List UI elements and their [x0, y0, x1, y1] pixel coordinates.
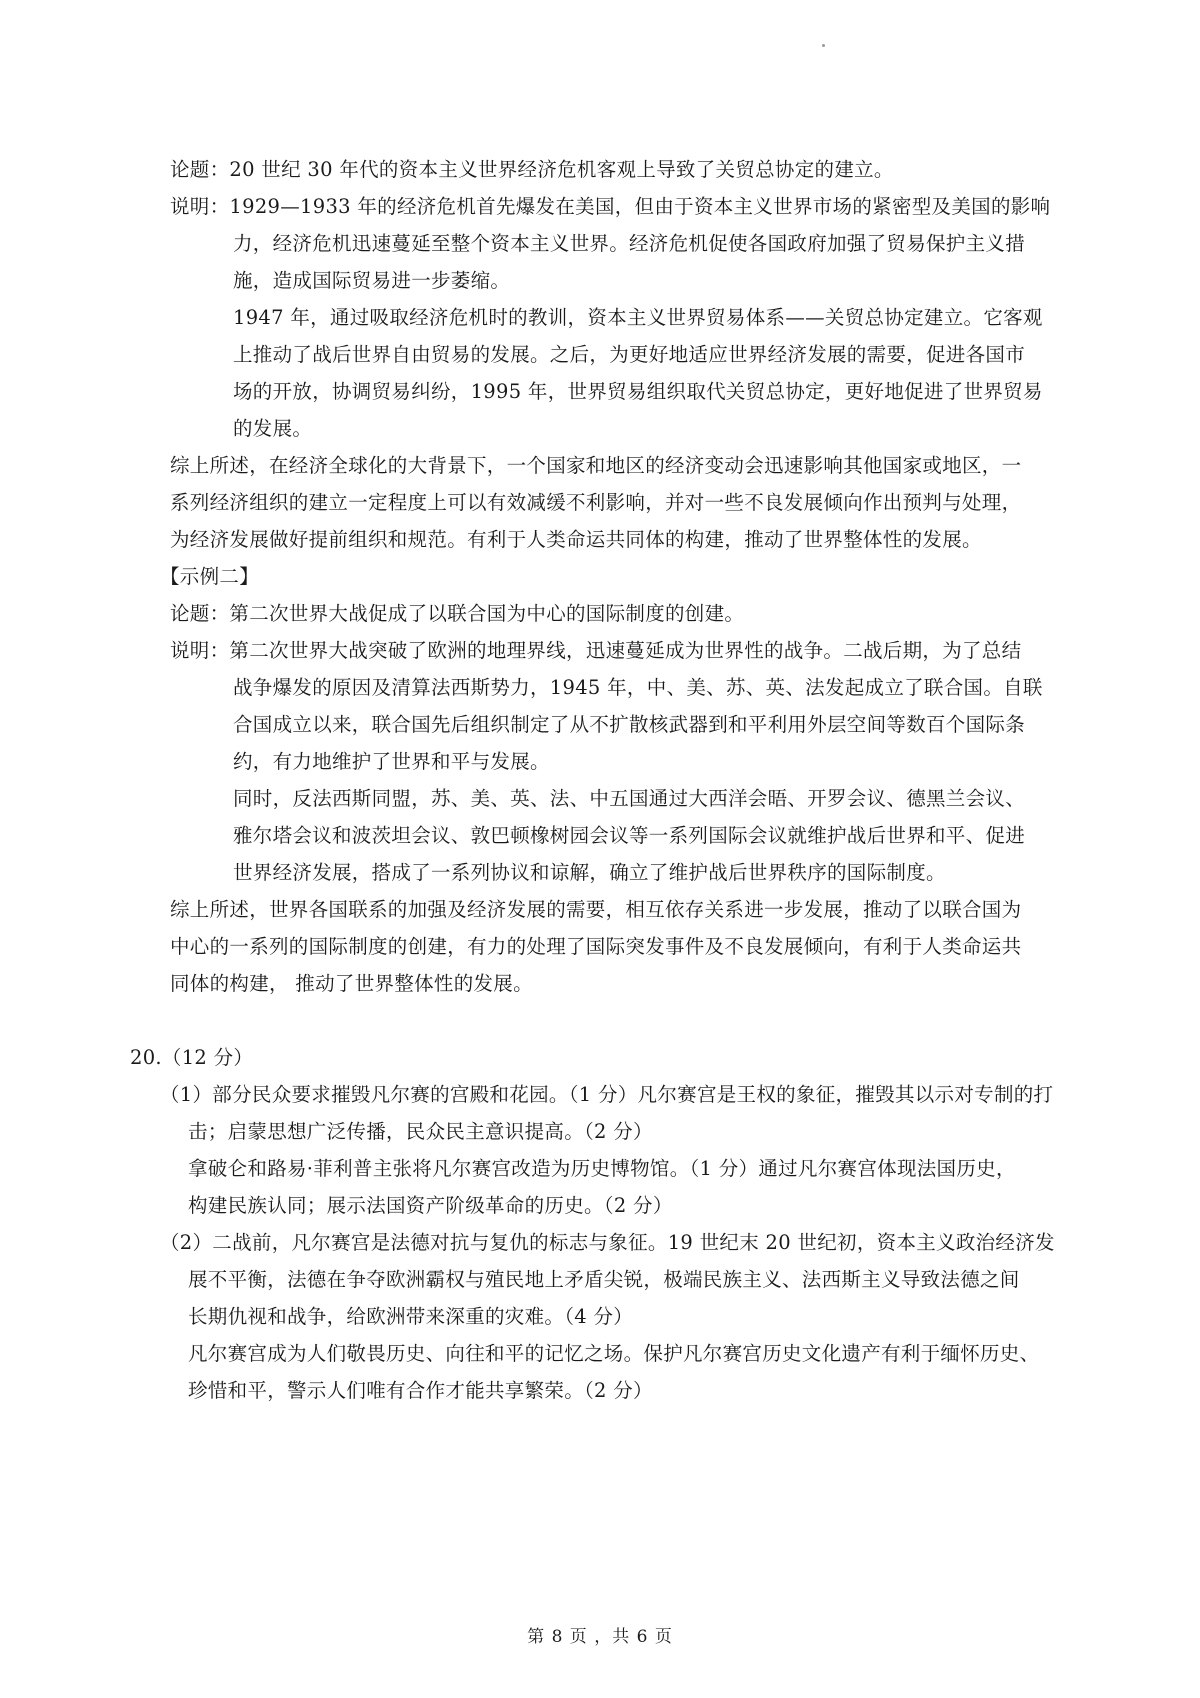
summary-2-line-3: 同体的构建， 推动了世界整体性的发展。: [170, 972, 533, 995]
thesis-1: 论题：20 世纪 30 年代的资本主义世界经济危机客观上导致了关贸总协定的建立。: [170, 158, 894, 181]
thesis-2: 论题：第二次世界大战促成了以联合国为中心的国际制度的创建。: [170, 602, 745, 625]
explanation-1-line-1: 说明：1929—1933 年的经济危机首先爆发在美国，但由于资本主义世界市场的紧密型及美国的影响: [170, 195, 1051, 218]
explanation-2-line-3: 合国成立以来，联合国先后组织制定了从不扩散核武器到和平利用外层空间等数百个国际条: [233, 713, 1026, 736]
answer-2-line-1: （2）二战前，凡尔赛宫是法德对抗与复仇的标志与象征。19 世纪末 20 世纪初，资本主义政治经济发: [160, 1231, 1055, 1254]
explanation-2-line-1: 说明：第二次世界大战突破了欧洲的地理界线，迅速蔓延成为世界性的战争。二战后期，为了总结: [170, 639, 1022, 662]
explanation-2-line-5: 同时，反法西斯同盟，苏、美、英、法、中五国通过大西洋会晤、开罗会议、德黑兰会议、: [233, 787, 1026, 810]
explanation-1-line-5: 上推动了战后世界自由贸易的发展。之后，为更好地适应世界经济发展的需要，促进各国市: [233, 343, 1026, 366]
summary-2-line-1: 综上所述，世界各国联系的加强及经济发展的需要，相互依存关系进一步发展，推动了以联合国为: [170, 898, 1022, 921]
page-footer: 第 8 页 ，共 6 页: [527, 1627, 673, 1647]
answer-2-line-3: 长期仇视和战争，给欧洲带来深重的灾难。（4 分）: [188, 1305, 634, 1328]
explanation-2-line-2: 战争爆发的原因及清算法西斯势力，1945 年，中、美、苏、英、法发起成立了联合国。自联: [233, 676, 1043, 699]
explanation-1-line-2: 力，经济危机迅速蔓延至整个资本主义世界。经济危机促使各国政府加强了贸易保护主义措: [233, 232, 1026, 255]
explanation-2-line-6: 雅尔塔会议和波茨坦会议、敦巴顿橡树园会议等一系列国际会议就维护战后世界和平、促进: [233, 824, 1026, 847]
explanation-2-line-7: 世界经济发展，搭成了一系列协议和谅解，确立了维护战后世界秩序的国际制度。: [233, 861, 946, 884]
answer-1-line-1: （1）部分民众要求摧毁凡尔赛的宫殿和花园。（1 分）凡尔赛宫是王权的象征，摧毁其以示对专制的打: [160, 1083, 1054, 1106]
question-20-heading: 20.（12 分）: [130, 1046, 254, 1069]
answer-2-line-5: 珍惜和平，警示人们唯有合作才能共享繁荣。（2 分）: [188, 1379, 653, 1402]
explanation-1-line-3: 施，造成国际贸易进一步萎缩。: [233, 269, 511, 292]
summary-1-line-1: 综上所述，在经济全球化的大背景下，一个国家和地区的经济变动会迅速影响其他国家或地区，一: [170, 454, 1022, 477]
answer-1-line-4: 构建民族认同；展示法国资产阶级革命的历史。（2 分）: [188, 1194, 673, 1217]
answer-1-line-2: 击；启蒙思想广泛传播，民众民主意识提高。（2 分）: [188, 1120, 653, 1143]
example-2-heading: 【示例二】: [160, 565, 260, 588]
answer-1-line-3: 拿破仑和路易·菲利普主张将凡尔赛宫改造为历史博物馆。（1 分）通过凡尔赛宫体现法国历史，: [188, 1157, 1016, 1180]
summary-2-line-2: 中心的一系列的国际制度的创建，有力的处理了国际突发事件及不良发展倾向，有利于人类命运共: [170, 935, 1022, 958]
explanation-2-line-4: 约，有力地维护了世界和平与发展。: [233, 750, 550, 773]
scan-speck: [822, 44, 825, 47]
explanation-1-line-4: 1947 年，通过吸取经济危机时的教训，资本主义世界贸易体系——关贸总协定建立。它客观: [233, 306, 1043, 329]
answer-2-line-2: 展不平衡，法德在争夺欧洲霸权与殖民地上矛盾尖锐，极端民族主义、法西斯主义导致法德之间: [188, 1268, 1020, 1291]
summary-1-line-2: 系列经济组织的建立一定程度上可以有效减缓不利影响，并对一些不良发展倾向作出预判与处理，: [170, 491, 1022, 514]
explanation-1-line-7: 的发展。: [233, 417, 313, 440]
explanation-1-line-6: 场的开放，协调贸易纠纷，1995 年，世界贸易组织取代关贸总协定，更好地促进了世界贸易: [233, 380, 1043, 403]
summary-1-line-3: 为经济发展做好提前组织和规范。有利于人类命运共同体的构建，推动了世界整体性的发展。: [170, 528, 982, 551]
answer-2-line-4: 凡尔赛宫成为人们敬畏历史、向往和平的记忆之场。保护凡尔赛宫历史文化遗产有利于缅怀历史、: [188, 1342, 1040, 1365]
